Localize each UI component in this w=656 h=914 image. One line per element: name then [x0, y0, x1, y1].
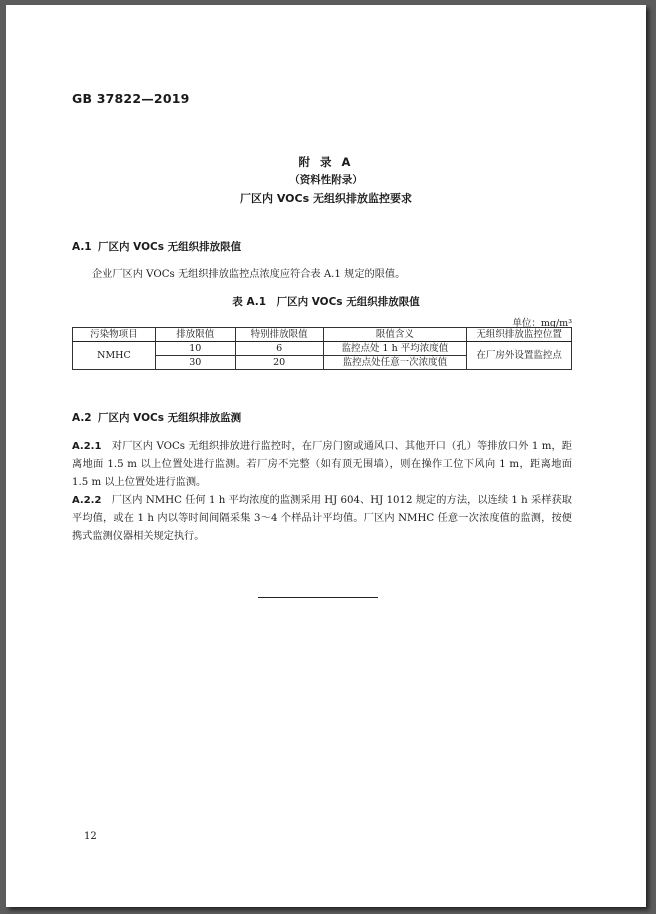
section-a1-number: A.1: [72, 241, 92, 253]
clause-number: A.2.1: [72, 441, 102, 452]
section-a1-heading: [72, 239, 241, 254]
meaning-cell: 监控点处任意一次浓度值: [323, 356, 467, 370]
clause-number: A.2.2: [72, 495, 102, 506]
limit-cell: 10: [155, 342, 235, 356]
table-row: [73, 342, 572, 356]
section-a2-title: 厂区内 VOCs 无组织排放监测: [98, 412, 242, 424]
table-header-cell: 污染物项目: [73, 328, 156, 342]
location-cell: 在厂房外设置监控点: [467, 342, 572, 370]
section-a2-number: A.2: [72, 412, 92, 424]
clause-text: 对厂区内 VOCs 无组织排放进行监控时，在厂房门窗或通风口、其他开口（孔）等排放口外 1 m，距离地面 1.5 m 以上位置处进行监测。若厂房不完整（如有顶无围墙），则在操作工位下风向 1 m，距离地面 1.5 m 以上位置处进行监测。: [72, 441, 572, 488]
annex-label: 附 录 A: [298, 155, 354, 169]
meaning-cell: 监控点处 1 h 平均浓度值: [323, 342, 467, 356]
special-limit-cell: 6: [235, 342, 323, 356]
section-a1-paragraph: 企业厂区内 VOCs 无组织排放监控点浓度应符合表 A.1 规定的限值。: [92, 269, 406, 280]
section-a2-heading: [72, 410, 241, 425]
table-header-cell: 排放限值: [155, 328, 235, 342]
end-of-annex-line: [258, 597, 378, 598]
annex-title: 厂区内 VOCs 无组织排放监控要求: [240, 192, 412, 205]
table-unit: 单位：mg/m³: [512, 318, 572, 329]
pollutant-cell: NMHC: [73, 342, 156, 370]
page-number: 12: [84, 831, 97, 842]
table-header-cell: 特别排放限值: [235, 328, 323, 342]
limits-table: [72, 327, 572, 370]
clause-a22: [72, 492, 572, 546]
table-header-cell: 限值含义: [323, 328, 467, 342]
table-caption: 表 A.1 厂区内 VOCs 无组织排放限值: [232, 296, 420, 308]
annex-type: （资料性附录）: [289, 174, 363, 186]
limit-cell: 30: [155, 356, 235, 370]
standard-code: GB 37822—2019: [72, 91, 190, 106]
special-limit-cell: 20: [235, 356, 323, 370]
clause-a21: [72, 438, 572, 492]
document-page: [6, 5, 646, 907]
table-header-row: [73, 328, 572, 342]
clause-text: 厂区内 NMHC 任何 1 h 平均浓度的监测采用 HJ 604、HJ 1012 规定的方法，以连续 1 h 采样获取平均值，或在 1 h 内以等时间间隔采集 3～4 个样品计平均值。厂区内 NMHC 任意一次浓度值的监测，按便携式监测仪器相关规定执行。: [72, 495, 572, 542]
section-a1-title: 厂区内 VOCs 无组织排放限值: [98, 241, 242, 253]
table-header-cell: 无组织排放监控位置: [467, 328, 572, 342]
